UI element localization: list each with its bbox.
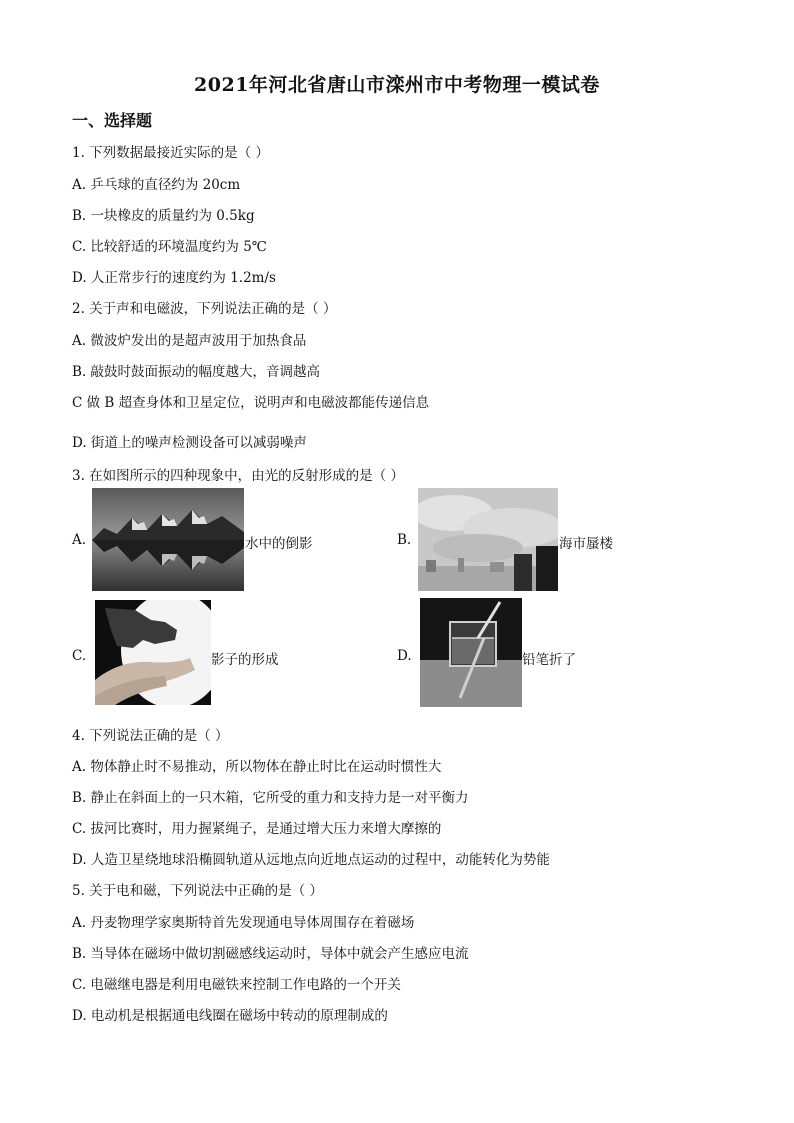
question-3-option-b-caption: 海市蜃楼: [559, 536, 613, 552]
question-4-option-c: C. 拔河比赛时，用力握紧绳子，是通过增大压力来增大摩擦的: [72, 821, 442, 837]
question-1-stem: 1. 下列数据最接近实际的是（ ）: [72, 145, 269, 161]
question-2-stem: 2. 关于声和电磁波，下列说法正确的是（ ）: [72, 301, 337, 317]
question-3-option-c-caption: 影子的形成: [211, 652, 279, 668]
question-2-option-d: D. 街道上的噪声检测设备可以减弱噪声: [72, 435, 307, 451]
question-5-option-b: B. 当导体在磁场中做切割磁感线运动时，导体中就会产生感应电流: [72, 946, 469, 962]
pencil-in-water-photo: [420, 598, 522, 707]
question-5-option-a: A. 丹麦物理学家奥斯特首先发现通电导体周围存在着磁场: [72, 915, 415, 931]
question-4-option-d: D. 人造卫星绕地球沿椭圆轨道从远地点向近地点运动的过程中，动能转化为势能: [72, 852, 550, 868]
question-1-option-d: D. 人正常步行的速度约为 1.2m/s: [72, 270, 276, 286]
question-1-option-b: B. 一块橡皮的质量约为 0.5kg: [72, 208, 255, 224]
hand-shadow-photo: [95, 600, 211, 705]
question-1-option-c: C. 比较舒适的环境温度约为 5℃: [72, 239, 267, 255]
question-5-option-c: C. 电磁继电器是利用电磁铁来控制工作电路的一个开关: [72, 977, 401, 993]
question-4-option-a: A. 物体静止时不易推动，所以物体在静止时比在运动时惯性大: [72, 759, 442, 775]
question-3-option-b-label: B.: [397, 532, 412, 548]
page-title: 2021年河北省唐山市滦州市中考物理一模试卷: [194, 74, 600, 96]
question-4-option-b: B. 静止在斜面上的一只木箱，它所受的重力和支持力是一对平衡力: [72, 790, 469, 806]
question-5-option-d: D. 电动机是根据通电线圈在磁场中转动的原理制成的: [72, 1008, 388, 1024]
question-3-option-d-caption: 铅笔折了: [522, 652, 576, 668]
question-3-option-a-label: A.: [72, 532, 87, 548]
question-3-option-d-label: D.: [397, 648, 412, 664]
question-5-stem: 5. 关于电和磁，下列说法中正确的是（ ）: [72, 883, 323, 899]
section-heading: 一、选择题: [72, 111, 153, 130]
question-1-option-a: A. 乒乓球的直径约为 20cm: [72, 177, 241, 193]
question-3-option-a-caption: 水中的倒影: [245, 536, 313, 552]
question-2-option-a: A. 微波炉发出的是超声波用于加热食品: [72, 333, 307, 349]
mountain-lake-reflection-photo: [92, 488, 244, 591]
question-3-stem: 3. 在如图所示的四种现象中，由光的反射形成的是（ ）: [72, 468, 404, 484]
question-3-option-c-label: C.: [72, 648, 87, 664]
question-2-option-b: B. 敲鼓时鼓面振动的幅度越大，音调越高: [72, 364, 321, 380]
question-4-stem: 4. 下列说法正确的是（ ）: [72, 728, 229, 744]
mirage-sky-photo: [418, 488, 558, 591]
question-2-option-c: C 做 B 超查身体和卫星定位，说明声和电磁波都能传递信息: [72, 395, 430, 411]
